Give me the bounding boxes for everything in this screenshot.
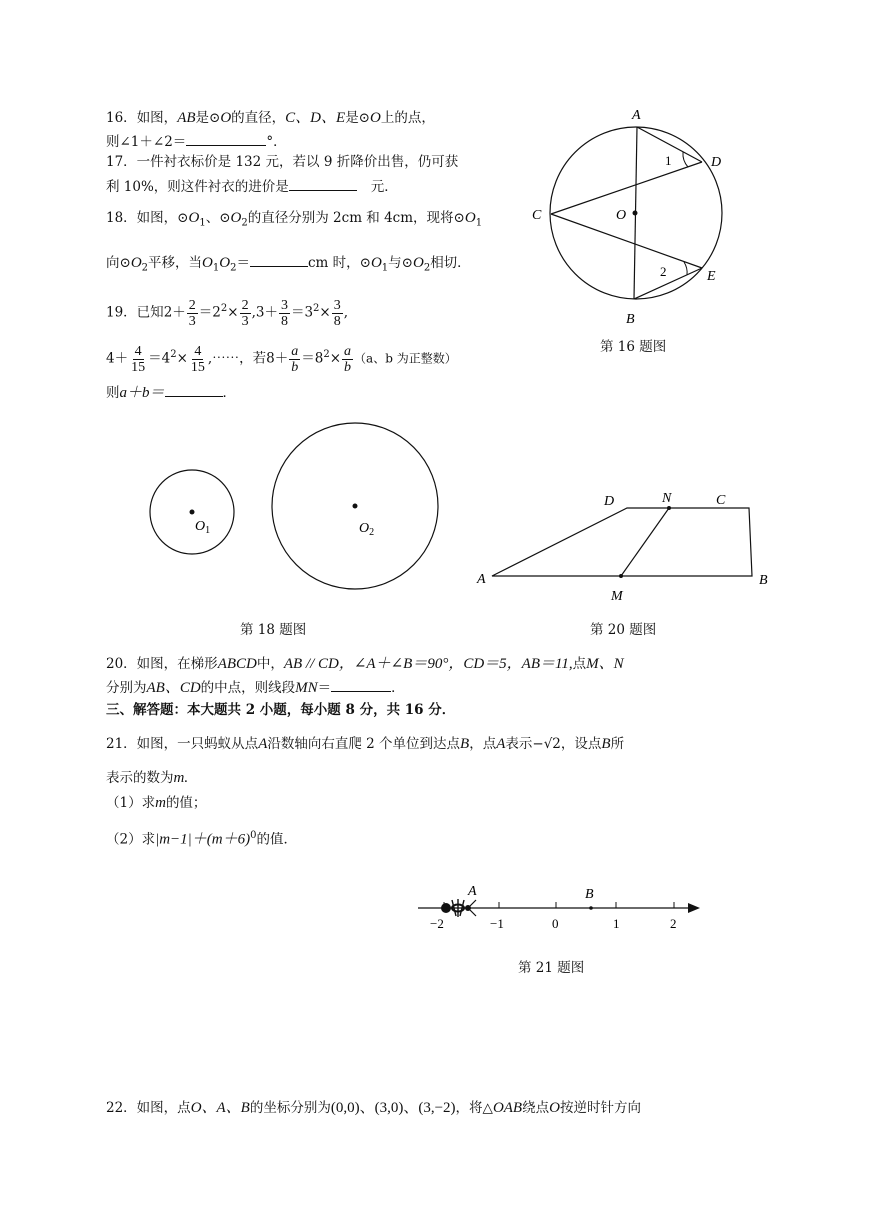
figure-21 xyxy=(410,876,710,936)
math-var: O xyxy=(464,210,476,226)
math: ＝3 xyxy=(290,304,314,321)
text: 的直径分别为 2cm 和 4cm，现将⊙ xyxy=(247,210,465,226)
numerator: a xyxy=(291,343,299,359)
point-n xyxy=(667,506,671,510)
numerator: 3 xyxy=(333,297,341,313)
segment-ce xyxy=(551,214,702,268)
q20-line1 xyxy=(106,654,624,674)
label-o: O xyxy=(616,208,627,223)
ant-icon xyxy=(441,899,476,917)
exponent: 2 xyxy=(220,303,228,314)
math-var: O xyxy=(549,1100,560,1116)
subscript: 1 xyxy=(381,262,389,274)
math-var: AB、CD xyxy=(146,680,201,696)
text: 上的点， xyxy=(380,110,435,126)
subscript: 2 xyxy=(423,262,431,274)
text: 的坐标分别为 xyxy=(249,1100,331,1116)
text: 的值． xyxy=(256,831,297,848)
math: a＋b＝ xyxy=(119,385,165,401)
math: 8＋ xyxy=(266,350,289,367)
figure-16 xyxy=(525,104,735,330)
fraction xyxy=(189,344,207,375)
center-o2 xyxy=(353,504,358,509)
fraction xyxy=(279,298,290,329)
math: × xyxy=(329,350,342,367)
math-var: O xyxy=(412,255,424,271)
math-var: O xyxy=(219,255,231,271)
text: （2）求 xyxy=(106,831,156,848)
text: 点 xyxy=(572,656,587,672)
text: 按逆时针方向 xyxy=(559,1100,641,1116)
denominator: 8 xyxy=(280,313,288,329)
angle-2-arc xyxy=(684,262,687,275)
math-var: O xyxy=(202,255,213,271)
tick-label: 1 xyxy=(613,916,620,931)
text: ＝ xyxy=(236,255,250,271)
math-var: B xyxy=(601,736,611,752)
math-var: C、D、E xyxy=(285,110,346,126)
text: 是⊙ xyxy=(345,110,370,126)
text: 表示 xyxy=(505,736,533,752)
label-e: E xyxy=(707,269,716,284)
center-dot xyxy=(633,211,638,216)
subscript: 1 xyxy=(199,217,206,229)
label-o2: $O_2$ xyxy=(359,521,375,538)
subscript: 2 xyxy=(241,217,248,229)
segment-cd xyxy=(551,162,702,214)
math-var: O xyxy=(130,255,142,271)
figure-16-caption: 第 16 题图 xyxy=(600,339,667,355)
exponent: 0 xyxy=(250,830,257,841)
text: 与⊙ xyxy=(388,255,413,271)
label-b: B xyxy=(626,312,635,327)
tick-label: 2 xyxy=(670,916,677,931)
math-var: m xyxy=(155,795,166,811)
denominator: b xyxy=(344,359,352,375)
answer-blank[interactable] xyxy=(165,382,223,397)
q16-line2 xyxy=(106,131,287,152)
figure-18-caption: 第 18 题图 xyxy=(240,622,307,638)
segment-mn xyxy=(621,508,669,576)
text: 的直径， xyxy=(231,110,286,126)
label-b: B xyxy=(585,887,594,902)
text: 则∠1＋∠2＝ xyxy=(106,134,187,150)
numerator: 4 xyxy=(134,343,142,359)
text: 22．如图，点 xyxy=(106,1100,191,1116)
figure-20 xyxy=(470,485,780,605)
label-m: M xyxy=(611,589,623,604)
text: 所 xyxy=(610,736,625,752)
q21-part2 xyxy=(106,826,297,850)
q16-line1 xyxy=(106,108,435,128)
figure-21-caption: 第 21 题图 xyxy=(518,960,585,976)
text: °． xyxy=(266,134,287,150)
math-var: O xyxy=(370,255,382,271)
subscript: 1 xyxy=(475,217,483,229)
denominator: b xyxy=(291,359,299,375)
math: 4＋ xyxy=(106,350,129,367)
subscript: 1 xyxy=(212,262,220,274)
numerator: a xyxy=(344,343,352,359)
label-a: A xyxy=(477,572,486,587)
math: × xyxy=(227,304,239,321)
exponent: 2 xyxy=(170,349,177,360)
point-m xyxy=(619,574,623,578)
label-angle-1: 1 xyxy=(665,153,672,168)
math: , xyxy=(343,304,349,321)
math-var: m. xyxy=(173,770,189,786)
fraction xyxy=(289,344,300,375)
text: 20．如图，在梯形 xyxy=(106,656,218,672)
text: 的中点，则线段 xyxy=(200,680,296,696)
math: ,⋯⋯，若 xyxy=(207,350,267,367)
text: 21．如图，一只蚂蚁从点 xyxy=(106,736,259,752)
text: cm 时，⊙ xyxy=(307,255,371,271)
text: 分别为 xyxy=(106,680,147,696)
fraction xyxy=(129,344,147,375)
tick-label: 0 xyxy=(552,916,559,931)
subscript: 2 xyxy=(230,262,237,274)
question-number: 16． xyxy=(106,110,137,126)
math: − xyxy=(532,736,544,752)
math-var: O、A、B xyxy=(190,1100,250,1116)
math-expression: |m−1|＋(m＋6) xyxy=(155,831,251,848)
text: 表示的数为 xyxy=(106,770,174,786)
math-var: A xyxy=(496,736,506,752)
text: 是⊙ xyxy=(195,110,221,126)
math-condition: AB // CD，∠A＋∠B＝90°，CD＝5，AB＝11, xyxy=(283,656,573,672)
q18-line1 xyxy=(106,208,482,234)
text: ，设点 xyxy=(560,736,602,752)
fraction xyxy=(240,298,251,329)
math: ,3＋ xyxy=(251,304,278,321)
math: × xyxy=(319,304,331,321)
answer-blank[interactable] xyxy=(250,252,308,267)
q18-line2 xyxy=(106,252,471,279)
tick-label: −2 xyxy=(430,916,444,931)
math-var: MN xyxy=(295,680,318,696)
label-c: C xyxy=(716,493,726,508)
math: ＝2 xyxy=(198,304,221,321)
note: （a、b 为正整数） xyxy=(354,351,457,366)
math-var: O xyxy=(370,110,381,126)
text: 元． xyxy=(370,179,398,195)
section-heading: 三、解答题：本大题共 2 小题，每小题 8 分，共 16 分． xyxy=(106,702,456,718)
math-var: O xyxy=(230,210,242,226)
math: ＝8 xyxy=(301,350,324,367)
text: 的值； xyxy=(165,795,207,811)
label-d: D xyxy=(604,494,615,509)
q21-line2 xyxy=(106,768,188,788)
q17-line1: 17．一件衬衣标价是 132 元，若以 9 折降价出售，仍可获 xyxy=(106,154,459,170)
answer-blank[interactable] xyxy=(331,677,391,692)
label-c: C xyxy=(532,208,542,223)
denominator: 8 xyxy=(333,313,341,329)
exponent: 2 xyxy=(323,349,330,360)
text: 则 xyxy=(106,385,120,401)
math-var: AB xyxy=(177,110,196,126)
text: 绕点 xyxy=(522,1100,550,1116)
math: ＝4 xyxy=(148,350,171,367)
fraction xyxy=(187,298,198,329)
math-coordinates: (0,0)、(3,0)、(3,−2) xyxy=(330,1100,456,1116)
text: 、⊙ xyxy=(205,210,231,226)
math-var: O xyxy=(188,210,200,226)
fraction xyxy=(332,298,343,329)
q21-line1 xyxy=(106,734,624,754)
subscript: 2 xyxy=(141,262,149,274)
q19-line1 xyxy=(106,292,348,330)
label-d: D xyxy=(711,155,722,170)
text: 中， xyxy=(256,656,284,672)
q17-line2 xyxy=(106,176,398,197)
label-o1: $O_1$ xyxy=(195,519,211,536)
text: （1）求 xyxy=(106,795,156,811)
q20-line2 xyxy=(106,677,405,698)
text: 平移，当 xyxy=(148,255,203,271)
segment-be xyxy=(634,268,702,299)
text: 19．已知 xyxy=(106,304,164,321)
center-o1 xyxy=(190,510,195,515)
denominator: 15 xyxy=(190,359,205,375)
denominator: 3 xyxy=(188,313,196,329)
tick-label: −1 xyxy=(490,916,504,931)
denominator: 15 xyxy=(131,359,146,375)
text: 如图， xyxy=(136,110,178,126)
numerator: 3 xyxy=(280,297,288,313)
label-b: B xyxy=(759,573,768,588)
text: ，将△ xyxy=(455,1100,493,1116)
point-b xyxy=(589,906,593,910)
label-n: N xyxy=(662,491,672,506)
math: 2＋ xyxy=(163,304,186,321)
q21-part1 xyxy=(106,793,206,813)
answer-blank[interactable] xyxy=(289,176,357,191)
label-a: A xyxy=(632,108,641,123)
math-var: OAB xyxy=(492,1100,523,1116)
q22-line1 xyxy=(106,1098,641,1118)
axis-arrow-icon xyxy=(688,903,700,913)
text: ，点 xyxy=(469,736,497,752)
text: 相切． xyxy=(430,255,471,271)
exponent: 2 xyxy=(313,303,320,314)
math-var: ABCD xyxy=(217,656,257,672)
math-sqrt: √2 xyxy=(543,736,561,752)
q19-line2 xyxy=(106,338,457,376)
fraction xyxy=(342,344,353,375)
answer-blank[interactable] xyxy=(186,131,266,146)
math-var: O xyxy=(220,110,232,126)
numerator: 4 xyxy=(194,343,202,359)
math-var: A xyxy=(258,736,268,752)
figure-18 xyxy=(140,420,450,600)
text: 向⊙ xyxy=(106,255,131,271)
text: 18．如图，⊙ xyxy=(106,210,189,226)
trapezoid-abcd xyxy=(492,508,752,576)
text: ． xyxy=(222,385,237,401)
q19-line3 xyxy=(106,382,236,403)
text: ＝ xyxy=(317,680,332,696)
numerator: 2 xyxy=(188,297,196,313)
denominator: 3 xyxy=(241,313,249,329)
figure-20-caption: 第 20 题图 xyxy=(590,622,657,638)
math-var: M、N xyxy=(586,656,624,672)
numerator: 2 xyxy=(241,297,249,313)
text: 沿数轴向右直爬 2 个单位到达点 xyxy=(267,736,461,752)
label-a: A xyxy=(468,884,477,899)
label-angle-2: 2 xyxy=(660,264,667,279)
text: ． xyxy=(391,680,405,696)
math: × xyxy=(176,350,188,367)
text: 利 10%，则这件衬衣的进价是 xyxy=(106,179,289,195)
math-var: B xyxy=(460,736,470,752)
